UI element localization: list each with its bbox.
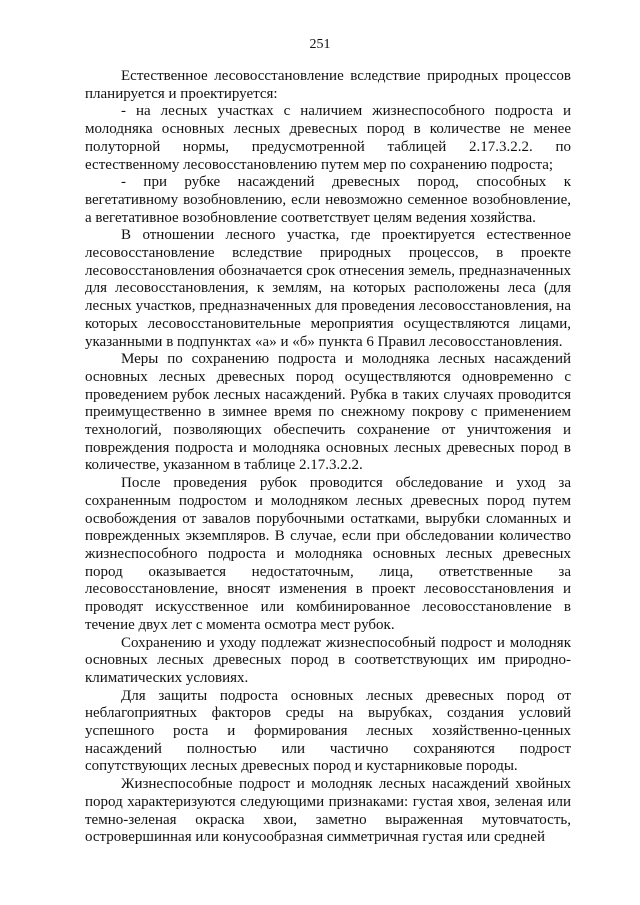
paragraph: После проведения рубок проводится обследование и уход за сохраненным подростом и молодняком лесных древесных пород путем освобождения от завалов порубочными остатками, вырубки сломанных и поврежденных экземпляров. В случае, если при обследовании количество жизнеспособного подроста и молодняка основных лесных древесных пород оказывается недостаточным, лица, ответственные за лесовосстановление, вносят изменения в проект лесовосстановления и проводят искусственное или комбинированное лесовосстановление в течение двух лет с момента осмотра мест рубок. (85, 475, 571, 633)
paragraph: Для защиты подроста основных лесных древесных пород от неблагоприятных факторов среды на вырубках, создания условий успешного роста и формирования лесных хозяйственно-ценных насаждений полностью или частично сохраняются подрост сопутствующих лесных древесных пород и кустарниковые породы. (85, 687, 571, 775)
paragraph-list-item-1: - на лесных участках с наличием жизнеспособного подроста и молодняка основных лесных древесных пород в количестве не менее полуторной нормы, предусмотренной таблицей 2.17.3.2.2. по естественному лесовосстановлению путем мер по сохранению подроста; (85, 103, 571, 173)
page-body (85, 68, 571, 847)
paragraph-list-item-2: - при рубке насаждений древесных пород, способных к вегетативному возобновлению, если невозможно семенное возобновление, а вегетативное возобновление соответствует целям ведения хозяйства. (85, 174, 571, 226)
page-number: 251 (309, 37, 331, 52)
paragraph: Сохранению и уходу подлежат жизнеспособный подрост и молодняк основных лесных древесных пород в соответствующих им природно-климатических условиях. (85, 634, 571, 686)
paragraph-intro: Естественное лесовосстановление вследствие природных процессов планируется и проектируется: (85, 68, 571, 102)
paragraph: Меры по сохранению подроста и молодняка лесных насаждений основных лесных древесных пород осуществляются одновременно с проведением рубок лесных насаждений. Рубка в таких случаях проводится преимущественно в зимнее время по снежному покрову с применением технологий, позволяющих обеспечить сохранение от уничтожения и повреждения подроста и молодняка основных лесных древесных пород в количестве, указанном в таблице 2.17.3.2.2. (85, 351, 571, 474)
paragraph: В отношении лесного участка, где проектируется естественное лесовосстановление вследствие природных процессов, в проекте лесовосстановления обозначается срок отнесения земель, предназначенных для лесовосстановления, к землям, на которых расположены леса (для лесных участков, предназначенных для проведения лесовосстановления, на которых лесовосстановительные мероприятия осуществляются лицами, указанными в подпунктах «а» и «б» пункта 6 Правил лесовосстановления. (85, 227, 571, 350)
paragraph: Жизнеспособные подрост и молодняк лесных насаждений хвойных пород характеризуются следующими признаками: густая хвоя, зеленая или темно-зеленая окраска хвои, заметно выраженная мутовчатость, островершинная или конусообразная симметричная густая или средней (85, 776, 571, 846)
